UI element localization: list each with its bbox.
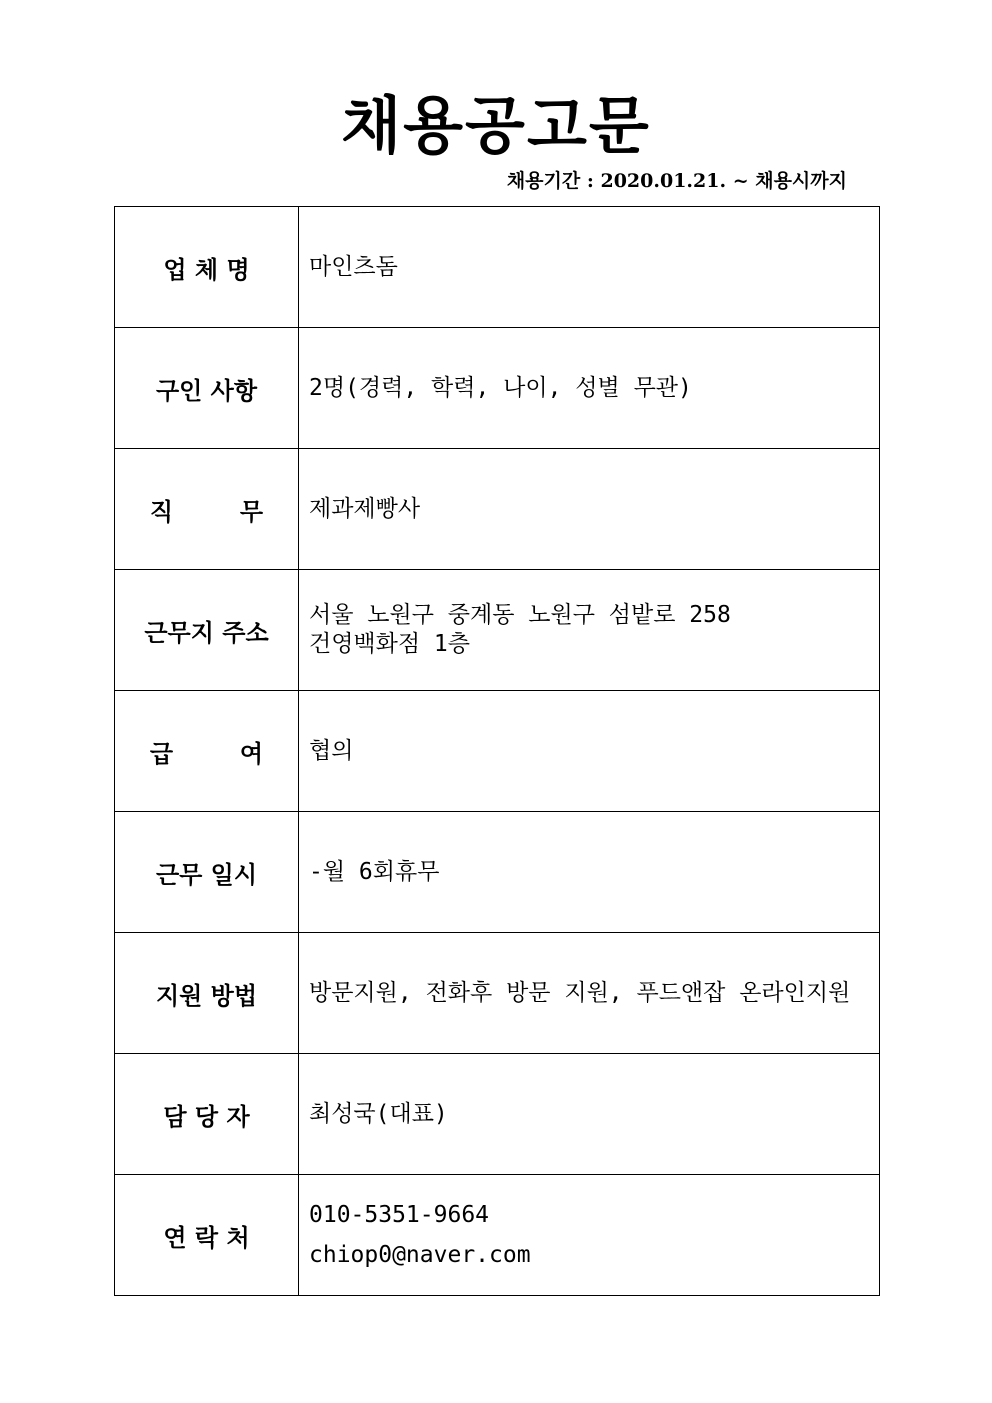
value-company [299,207,880,328]
label-text: 담 당 자 [163,1102,250,1131]
phone-number: 010-5351-9664 [309,1202,490,1228]
value-text: 2명(경력, 학력, 나이, 성별 무관) [309,374,692,401]
value-text: 제과제빵사 [309,495,421,522]
table-row [115,691,880,812]
value-text: 건영백화점 1층 [309,631,471,657]
value-text: -월 6회휴무 [309,858,440,885]
label-contact-person [115,1054,299,1175]
label-requirements [115,328,299,449]
value-text: 방문지원, 전화후 방문 지원, 푸드앤잡 온라인지원 [309,979,851,1006]
label-text: 직 무 [149,497,264,526]
table-row [115,812,880,933]
value-requirements [299,328,880,449]
label-text: 급 여 [149,739,264,768]
label-text: 지원 방법 [155,981,258,1010]
value-text: 서울 노원구 중계동 노원구 섬밭로 258 [309,602,731,628]
table-row [115,207,880,328]
label-company [115,207,299,328]
label-position [115,449,299,570]
value-text: 마인츠돔 [309,253,398,280]
table-row [115,449,880,570]
table-row [115,933,880,1054]
table-row [115,1175,880,1296]
value-application-method [299,933,880,1054]
label-text: 연 락 처 [163,1223,250,1252]
table-row [115,570,880,691]
label-application-method [115,933,299,1054]
label-contact [115,1175,299,1296]
job-info-table [114,206,880,1296]
value-text: 협의 [309,737,354,764]
label-work-schedule [115,812,299,933]
value-salary [299,691,880,812]
email-address[interactable]: chiop0@naver.com [309,1242,531,1268]
label-text: 근무 일시 [155,860,258,889]
table-row [115,328,880,449]
label-salary [115,691,299,812]
value-text: 최성국(대표) [309,1100,448,1127]
value-work-schedule [299,812,880,933]
value-contact [299,1175,880,1296]
label-text: 근무지 주소 [144,618,269,647]
label-text: 구인 사항 [155,376,258,405]
value-position [299,449,880,570]
value-address [299,570,880,691]
page-title: 채용공고문 [341,89,651,162]
label-address [115,570,299,691]
value-contact-person [299,1054,880,1175]
recruitment-period: 채용기간 : 2020.01.21. ~ 채용시까지 [506,170,847,192]
label-text: 업 체 명 [163,255,250,284]
table-row [115,1054,880,1175]
